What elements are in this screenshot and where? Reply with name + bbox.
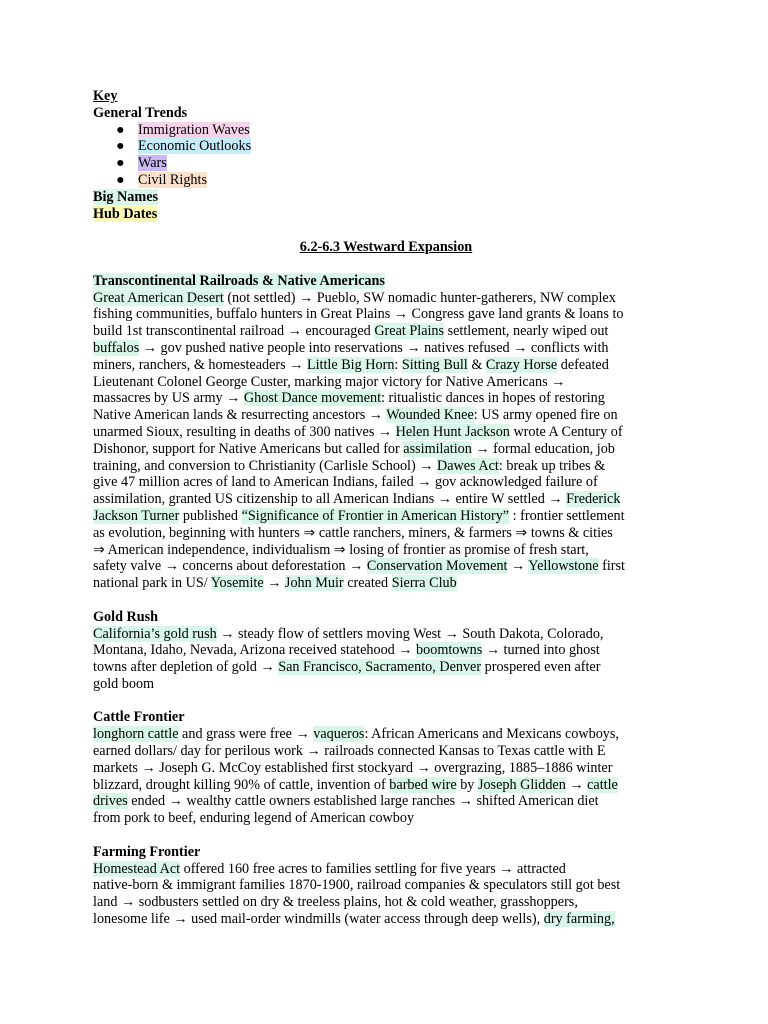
highlighted-term: boomtowns <box>416 642 483 659</box>
text-line <box>93 760 679 777</box>
text-line <box>93 491 679 508</box>
text-segment: : US army opened fire on <box>473 407 618 424</box>
highlighted-term: Helen Hunt Jackson <box>395 423 510 440</box>
text-line <box>93 659 679 676</box>
text-line <box>93 894 679 911</box>
key-title: Key <box>93 88 118 104</box>
text-line <box>93 861 679 878</box>
highlighted-term: Homestead Act <box>93 860 181 877</box>
highlighted-term: Wounded Knee <box>386 407 474 424</box>
text-segment: defeated <box>557 356 609 373</box>
text-line <box>93 290 679 307</box>
text-segment: unarmed Sioux, resulting in deaths of 300 natives → <box>93 423 396 440</box>
highlighted-term: Ghost Dance movement <box>243 390 382 407</box>
text-segment: Native American lands & resurrecting ancestors → <box>93 407 387 424</box>
text-line <box>93 424 679 441</box>
text-segment: first <box>598 558 625 575</box>
text-segment: (not settled) → Pueblo, SW nomadic hunter-gatherers, NW complex <box>223 289 616 306</box>
highlighted-term: barbed wire <box>389 776 457 793</box>
text-segment: ended → wealthy cattle owners established large ranches → shifted American diet <box>127 793 599 810</box>
text-segment: assimilation, granted US citizenship to all American Indians → entire W settled → <box>93 491 567 508</box>
highlighted-term: Great American Desert <box>93 289 224 306</box>
sections-container <box>93 273 679 928</box>
highlighted-term: Crazy Horse <box>485 356 558 373</box>
text-segment: from pork to beef, enduring legend of American cowboy <box>93 810 415 827</box>
text-segment: → <box>507 558 529 575</box>
text-line <box>93 877 679 894</box>
document-title: 6.2-6.3 Westward Expansion <box>299 239 473 256</box>
bullet-icon: ● <box>116 121 125 138</box>
section <box>93 609 679 693</box>
key-item-economic <box>93 138 679 155</box>
text-line <box>93 340 679 357</box>
text-segment: native-born & immigrant families 1870-1900, railroad companies & speculators still got best <box>93 877 621 894</box>
text-segment: fishing communities, buffalo hunters in Great Plains → Congress gave land grants & loans to <box>93 306 624 323</box>
text-line <box>93 793 679 810</box>
text-line <box>93 357 679 374</box>
text-segment: by <box>456 776 478 793</box>
text-segment: → formal education, job <box>471 440 615 457</box>
highlighted-term: cattle <box>587 776 618 793</box>
text-segment: → gov pushed native people into reservations → natives refused → conflicts with <box>139 339 609 356</box>
text-line <box>93 575 679 592</box>
key-item-label: Immigration Waves <box>138 121 250 138</box>
text-segment: : <box>394 356 402 373</box>
text-segment: give 47 million acres of land to American Indians, failed → gov acknowledged failure of <box>93 474 598 491</box>
text-segment: : ritualistic dances in hopes of restoring <box>381 390 605 407</box>
text-segment: markets → Joseph G. McCoy established first stockyard → overgrazing, 1885–1886 winter <box>93 759 613 776</box>
text-line <box>93 558 679 575</box>
text-segment: Dishonor, support for Native Americans but called for <box>93 440 404 457</box>
highlighted-term: Sitting Bull <box>401 356 468 373</box>
key-item-immigration <box>93 122 679 139</box>
text-line <box>93 626 679 643</box>
text-segment: settlement, nearly wiped out <box>444 323 609 340</box>
highlighted-term: Great Plains <box>374 323 445 340</box>
highlighted-term: Yosemite <box>210 575 264 592</box>
key-item-label: Civil Rights <box>138 171 207 188</box>
text-line <box>93 777 679 794</box>
text-segment: blizzard, drought killing 90% of cattle, invention of <box>93 776 390 793</box>
text-segment: build 1st transcontinental railroad → encouraged <box>93 323 375 340</box>
text-segment: : frontier settlement <box>509 507 625 524</box>
text-segment: : break up tribes & <box>498 457 606 474</box>
text-segment: created <box>343 575 392 592</box>
section-heading: Farming Frontier <box>93 843 201 860</box>
section-heading: Transcontinental Railroads & Native Americans <box>93 272 385 289</box>
highlighted-term: Frederick <box>566 491 621 508</box>
key-item-label: Economic Outlooks <box>138 138 252 155</box>
text-segment: → <box>263 575 285 592</box>
document-body <box>93 88 679 928</box>
highlighted-term: dry farming, <box>543 911 615 928</box>
text-line <box>93 542 679 559</box>
text-line <box>93 810 679 827</box>
text-segment: → steady flow of settlers moving West → South Dakota, Colorado, <box>216 625 604 642</box>
bullet-icon: ● <box>116 171 125 188</box>
text-segment: → turned into ghost <box>482 642 600 659</box>
highlighted-term: San Francisco, Sacramento, Denver <box>278 659 482 676</box>
highlighted-term: drives <box>93 793 128 810</box>
section <box>93 709 679 827</box>
text-line <box>93 323 679 340</box>
highlighted-term: John Muir <box>284 575 344 592</box>
highlighted-term: Joseph Glidden <box>477 776 566 793</box>
text-segment: offered 160 free acres to families settling for five years → attracted <box>180 860 566 877</box>
big-names-label: Big Names <box>93 188 159 205</box>
highlighted-term: “Significance of Frontier in American History” <box>241 507 510 524</box>
text-line <box>93 642 679 659</box>
section-heading: Cattle Frontier <box>93 709 185 726</box>
key-item-wars <box>93 155 679 172</box>
text-line <box>93 508 679 525</box>
highlighted-term: Dawes Act <box>437 457 499 474</box>
highlighted-term: Yellowstone <box>528 558 599 575</box>
text-segment: ⇒ American independence, individualism ⇒ losing of frontier as promise of fresh start, <box>93 541 589 558</box>
text-line <box>93 726 679 743</box>
text-segment: wrote A Century of <box>509 423 623 440</box>
highlighted-term: buffalos <box>93 339 140 356</box>
section <box>93 273 679 592</box>
text-segment: : African Americans and Mexicans cowboys, <box>364 726 619 743</box>
text-segment: miners, ranchers, & homesteaders → <box>93 356 307 373</box>
text-segment: lonesome life → used mail-order windmills (water access through deep wells), <box>93 911 544 928</box>
bullet-icon: ● <box>116 138 125 155</box>
text-segment: towns after depletion of gold → <box>93 659 279 676</box>
key-item-civil-rights <box>93 172 679 189</box>
highlighted-term: longhorn cattle <box>93 726 179 743</box>
section-heading: Gold Rush <box>93 608 159 625</box>
hub-dates-label: Hub Dates <box>93 205 158 222</box>
text-line <box>93 743 679 760</box>
text-line <box>93 306 679 323</box>
highlighted-term: vaqueros <box>313 726 365 743</box>
text-line <box>93 474 679 491</box>
text-line <box>93 525 679 542</box>
text-segment: land → sodbusters settled on dry & treeless plains, hot & cold weather, grasshoppers, <box>93 894 578 911</box>
section <box>93 844 679 928</box>
text-line <box>93 458 679 475</box>
text-segment: Montana, Idaho, Nevada, Arizona received statehood → <box>93 642 417 659</box>
text-segment: as evolution, beginning with hunters ⇒ cattle ranchers, miners, & farmers ⇒ towns & cities <box>93 524 613 541</box>
text-line <box>93 441 679 458</box>
text-segment: massacres by US army → <box>93 390 244 407</box>
highlighted-term: Conservation Movement <box>366 558 508 575</box>
text-segment: training, and conversion to Christianity (Carlisle School) → <box>93 457 437 474</box>
highlighted-term: Sierra Club <box>391 575 457 592</box>
text-line <box>93 374 679 391</box>
text-segment: gold boom <box>93 675 155 692</box>
text-line <box>93 390 679 407</box>
text-line <box>93 407 679 424</box>
bullet-icon: ● <box>116 155 125 172</box>
text-segment: safety valve → concerns about deforestation → <box>93 558 367 575</box>
general-trends-label: General Trends <box>93 104 188 121</box>
key-item-label: Wars <box>138 155 167 172</box>
text-segment: prospered even after <box>481 659 601 676</box>
highlighted-term: California’s gold rush <box>93 625 217 642</box>
highlighted-term: Little Big Horn <box>306 356 395 373</box>
text-line <box>93 676 679 693</box>
text-segment: earned dollars/ day for perilous work → railroads connected Kansas to Texas cattle with E <box>93 743 606 760</box>
highlighted-term: Jackson Turner <box>93 507 180 524</box>
text-line <box>93 911 679 928</box>
highlighted-term: assimilation <box>403 440 472 457</box>
text-segment: Lieutenant Colonel George Custer, marking major victory for Native Americans → <box>93 373 566 390</box>
text-segment: national park in US/ <box>93 575 211 592</box>
text-segment: and grass were free → <box>178 726 314 743</box>
text-segment: & <box>467 356 486 373</box>
text-segment: → <box>565 776 588 793</box>
text-segment: published <box>179 507 242 524</box>
